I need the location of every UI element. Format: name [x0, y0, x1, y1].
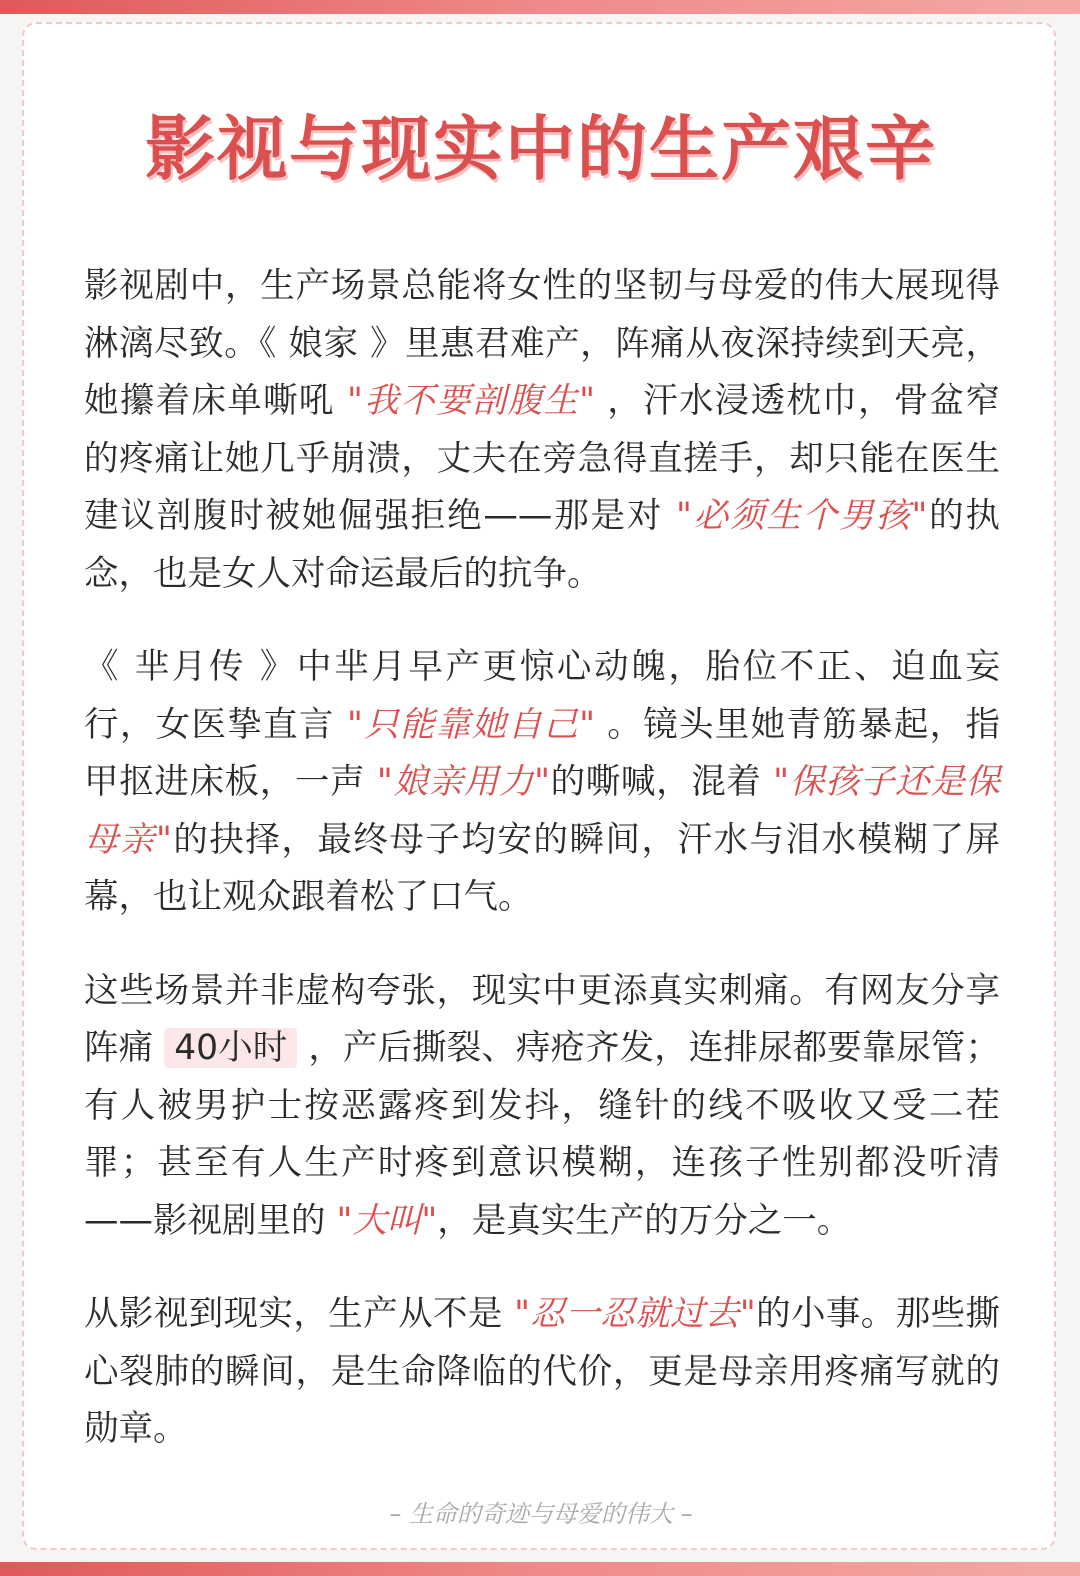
paragraph-3: [84, 963, 1000, 1251]
quote-highlight: "我不要剖腹生": [347, 381, 596, 421]
quote-highlight: "忍一忍就过去": [514, 1294, 756, 1334]
text-span: ，汗水浸透枕巾，骨盆窄的疼痛让她几乎崩溃，丈夫在旁急得直搓手，却只能在医生建议剖腹时被她倔强拒绝——那是对: [84, 381, 1000, 536]
quote-highlight: "必须生个男孩": [675, 496, 928, 536]
highlight-badge: 40小时: [164, 1028, 297, 1068]
text-span: ，产后撕裂、痔疮齐发，连排尿都要靠尿管；有人被男护士按恶露疼到发抖，缝针的线不吸收又受二茬罪；甚至有人生产时疼到意识模糊，连孩子性别都没听清——影视剧里的: [84, 1028, 1000, 1241]
text-span: 的嘶喊，混着: [549, 762, 774, 802]
text-span: 的执念，也是女人对命运最后的抗争。: [84, 496, 1000, 594]
quote-highlight: "保孩子还是保母亲": [84, 762, 1000, 860]
quote-highlight: "只能靠她自己": [347, 704, 596, 745]
text-span: 《 芈月传 》中芈月早产更惊心动魄，胎位不正、迫血妄行，女医挚直言: [84, 647, 1000, 745]
paragraph-2: [84, 639, 1000, 927]
paragraph-4: [84, 1286, 1000, 1459]
bottom-accent-bar: [0, 1562, 1080, 1576]
top-accent-bar: [0, 0, 1080, 14]
article-body: [84, 258, 1000, 1495]
article-title: 影视与现实中的生产艰辛: [145, 108, 937, 190]
text-span: 从影视到现实，生产从不是: [84, 1294, 515, 1334]
paragraph-1: [84, 258, 1000, 603]
text-span: ，是真实生产的万分之一。: [437, 1200, 852, 1241]
article-card: [22, 22, 1056, 1550]
text-span: 影视剧中，生产场景总能将女性的坚韧与母爱的伟大展现得淋漓尽致。《 娘家 》里惠君难产，阵痛从夜深持续到天亮，她攥着床单嘶吼: [84, 266, 1000, 421]
text-span: 的抉择，最终母子均安的瞬间，汗水与泪水模糊了屏幕，也让观众跟着松了口气。: [84, 819, 1001, 917]
text-span: 这些场景并非虚构夸张，现实中更添真实刺痛。有网友分享阵痛: [84, 970, 1000, 1068]
text-span: 。镜头里她青筋暴起，指甲抠进床板，一声: [84, 704, 1000, 802]
quote-highlight: "大叫": [336, 1200, 438, 1241]
text-span: 的小事。那些撕心裂肺的瞬间，是生命降临的代价，更是母亲用疼痛写就的勋章。: [84, 1294, 1000, 1449]
quote-highlight: "娘亲用力": [376, 762, 550, 802]
footer-caption: – 生命的奇迹与母爱的伟大 –: [389, 1500, 693, 1528]
